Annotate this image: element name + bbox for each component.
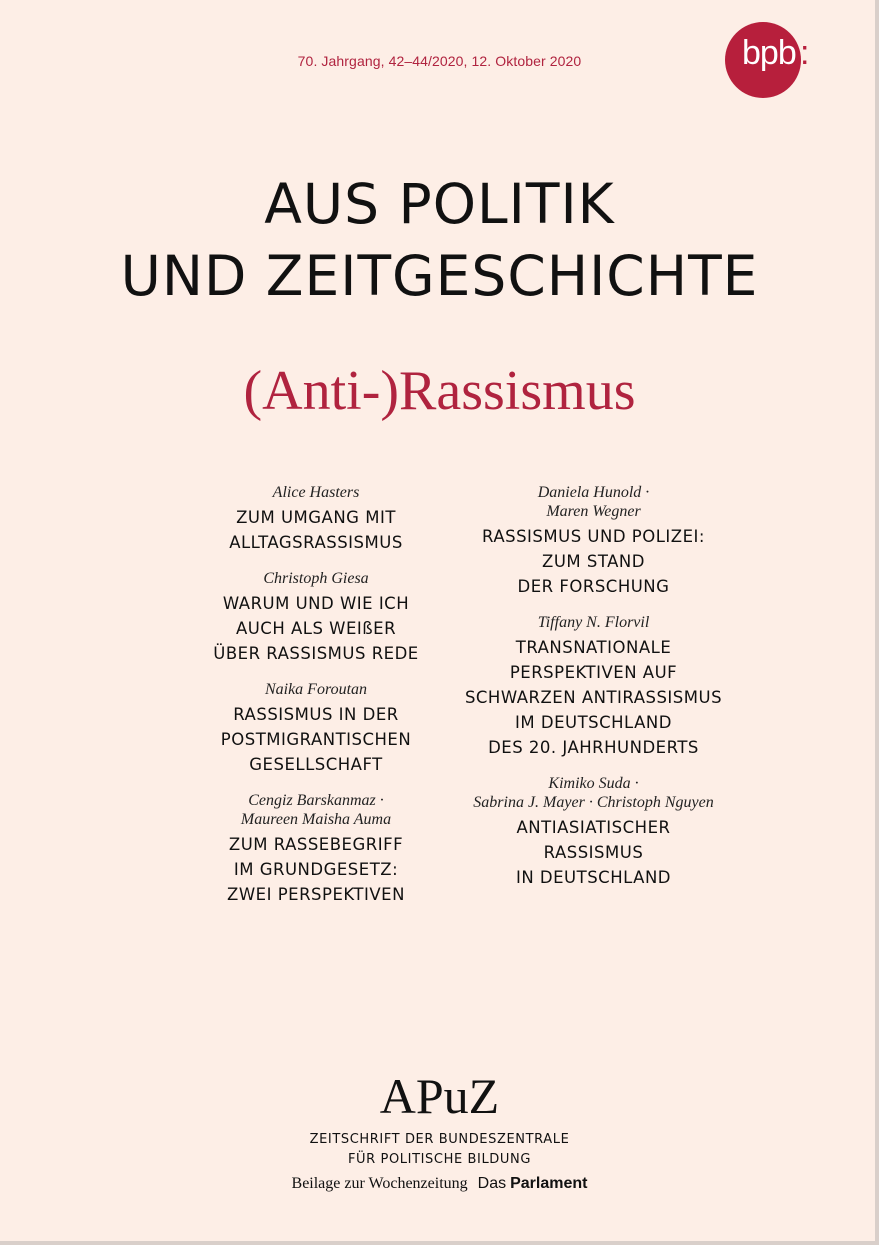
article-author: Alice Hasters	[272, 484, 360, 501]
publisher-line-2: FÜR POLITISCHE BILDUNG	[347, 1152, 532, 1167]
supplement-line	[0, 1175, 879, 1193]
article-title	[446, 524, 741, 599]
bpb-logo-text: bpb	[742, 34, 796, 72]
article-title-line: ZUM STAND	[542, 552, 645, 571]
article-author: Naika Foroutan	[264, 681, 368, 698]
magazine-title	[0, 168, 879, 312]
article-title	[446, 635, 741, 760]
article-title-line: ANTIASIATISCHER	[516, 818, 671, 837]
bpb-logo-colon: :	[800, 34, 810, 72]
article-entry	[172, 569, 460, 666]
article-title-line: ZUM RASSEBEGRIFF	[228, 835, 404, 854]
issue-topic: (Anti-)Rassismus	[243, 360, 636, 422]
article-entry	[446, 774, 741, 890]
article-entry	[172, 791, 460, 907]
article-author: Cengiz Barskanmaz ·	[248, 792, 384, 809]
article-author: Maren Wegner	[546, 503, 641, 520]
article-entry	[446, 483, 741, 599]
article-title	[446, 815, 741, 890]
magazine-title-line-1: AUS POLITIK	[264, 172, 615, 236]
articles-right-column	[446, 483, 741, 904]
magazine-title-line-2: UND ZEITGESCHICHTE	[120, 244, 759, 308]
article-entry	[172, 680, 460, 777]
article-title-line: GESELLSCHAFT	[249, 755, 383, 774]
article-title-line: AUCH ALS WEIßER	[235, 619, 397, 638]
article-title-line: RASSISMUS UND POLIZEI:	[482, 527, 705, 546]
article-title-line: DES 20. JAHRHUNDERTS	[488, 738, 699, 757]
article-title-line: RASSISMUS	[543, 843, 644, 862]
article-title-line: PERSPEKTIVEN AUF	[509, 663, 678, 682]
apuz-logo: APuZ	[379, 1068, 500, 1124]
issue-info: 70. Jahrgang, 42–44/2020, 12. Oktober 2020	[297, 53, 582, 69]
article-title-line: ZUM UMGANG MIT	[236, 508, 396, 527]
article-title-line: IM DEUTSCHLAND	[515, 713, 672, 732]
article-author: Christoph Giesa	[263, 570, 369, 587]
das-parlament-das: Das	[477, 1175, 507, 1192]
article-author: Sabrina J. Mayer · Christoph Nguyen	[473, 794, 714, 811]
publisher-line	[0, 1130, 879, 1170]
article-title-line: IN DEUTSCHLAND	[515, 868, 672, 887]
das-parlament-parlament: Parlament	[510, 1175, 588, 1192]
article-author: Maureen Maisha Auma	[240, 811, 392, 828]
article-title	[172, 505, 460, 555]
article-title-line: POSTMIGRANTISCHEN	[220, 730, 412, 749]
article-title-line: RASSISMUS IN DER	[233, 705, 399, 724]
article-title-line: SCHWARZEN ANTIRASSISMUS	[464, 688, 723, 707]
article-author: Tiffany N. Florvil	[537, 614, 650, 631]
supplement-text: Beilage zur Wochenzeitung	[291, 1175, 468, 1192]
article-title-line: ALLTAGSRASSISMUS	[229, 533, 403, 552]
article-title	[172, 702, 460, 777]
publisher-line-1: ZEITSCHRIFT DER BUNDESZENTRALE	[309, 1132, 570, 1147]
article-title-line: IM GRUNDGESETZ:	[233, 860, 399, 879]
article-title	[172, 591, 460, 666]
article-entry	[446, 613, 741, 760]
article-author: Kimiko Suda ·	[548, 775, 639, 792]
article-author: Daniela Hunold ·	[537, 484, 650, 501]
article-title	[172, 832, 460, 907]
article-title-line: ÜBER RASSISMUS REDE	[213, 644, 419, 663]
article-entry	[172, 483, 460, 555]
page-edge-bottom	[0, 1241, 879, 1245]
article-title-line: DER FORSCHUNG	[517, 577, 670, 596]
articles-left-column	[172, 483, 460, 921]
article-title-line: WARUM UND WIE ICH	[222, 594, 410, 613]
article-title-line: TRANSNATIONALE	[515, 638, 672, 657]
article-title-line: ZWEI PERSPEKTIVEN	[227, 885, 405, 904]
